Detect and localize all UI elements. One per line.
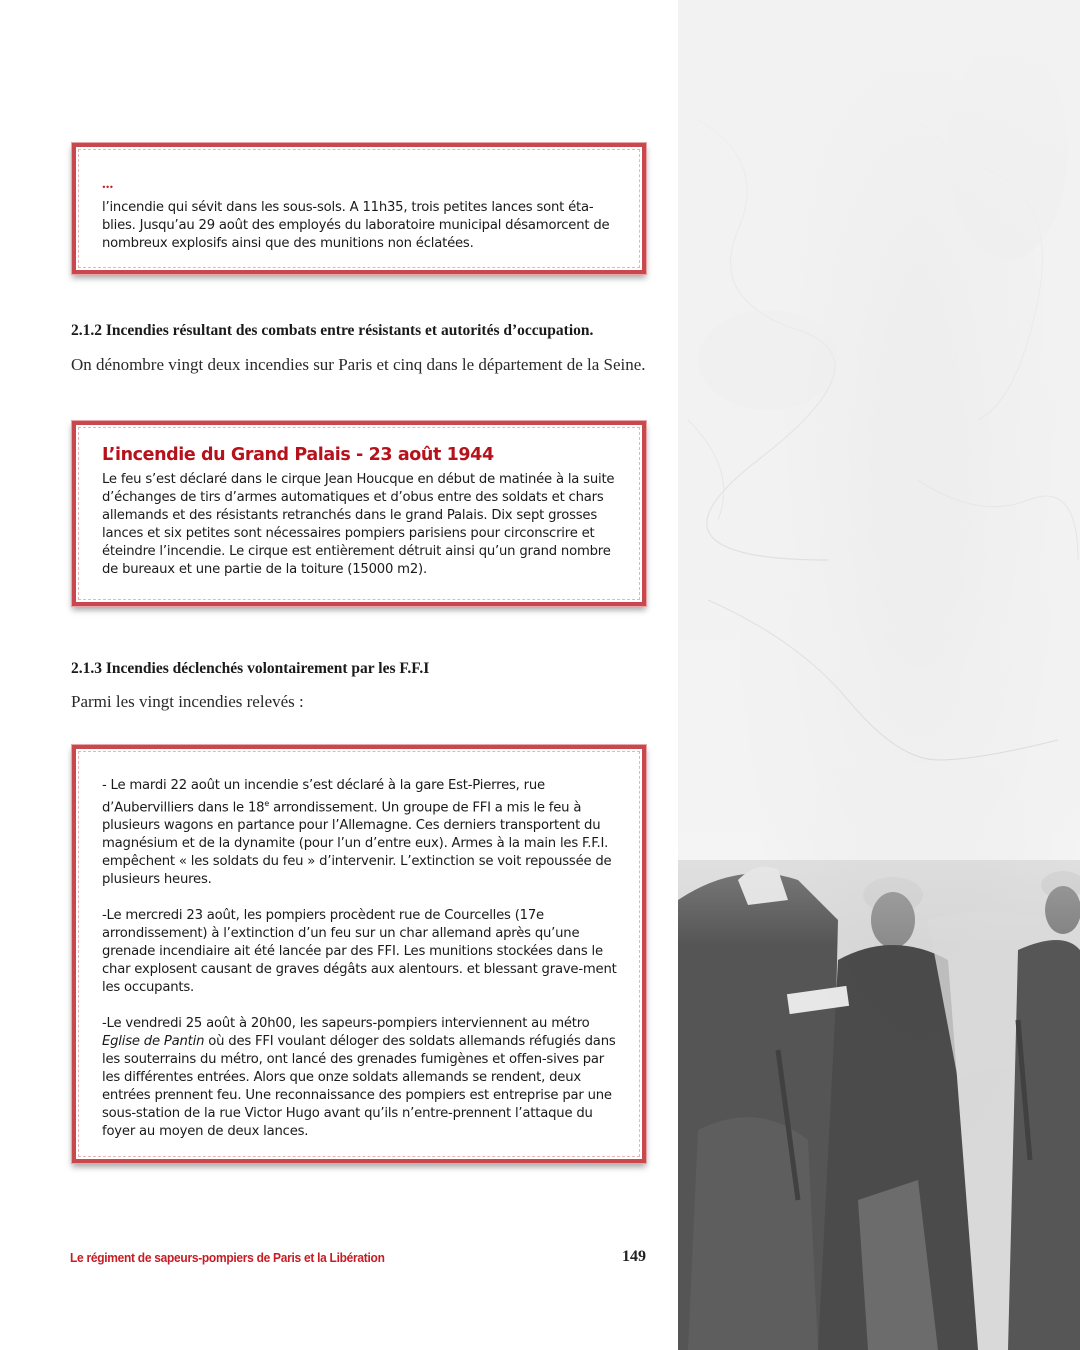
section-body-2-1-3: Parmi les vingt incendies relevés : <box>71 692 304 711</box>
box-text: Le feu s’est déclaré dans le cirque Jean Houcque en début de matinée à la suite d’échanges de tirs d’armes automatiques et d’obus entre des soldats et chars allemands et des résistants retranchés dans le grand Palais. Dix sept grosses lances et six petites sont nécessaires pompiers parisiens pour circonscrire et éteindre l’incendie. Le cirque est entièrement détruit ainsi qu’un grand nombre de bureaux et une partie de la toiture (15000 m2). <box>102 472 615 577</box>
photo-illustration <box>678 0 1080 1350</box>
footer-book-title: Le régiment de sapeurs-pompiers de Paris et la Libération <box>70 1250 385 1265</box>
incident-paragraph-2: -Le mercredi 23 août, les pompiers procèdent rue de Courcelles (17e arrondissement) à l’extinction d’un feu sur un char allemand après qu’une grenade incendiaire ait été lancée par des FFI. Les munitions stockées dans le char explosent causant de graves dégâts aux alentours. et blessant grave-ment les occupants. <box>102 908 617 996</box>
ffi-incidents-box <box>72 745 646 1163</box>
continuation-text: l’incendie qui sévit dans les sous-sols. A 11h35, trois petites lances sont éta-blies. Jusqu’au 29 août des employés du laboratoire municipal désamorcent de nombreux explosifs ainsi que des munitions non éclatées. <box>102 200 610 251</box>
grand-palais-box <box>72 421 646 606</box>
box-title: L’incendie du Grand Palais - 23 août 1944 <box>102 445 494 465</box>
page-number: 149 <box>622 1248 646 1265</box>
section-body-2-1-2: On dénombre vingt deux incendies sur Paris et cinq dans le département de la Seine. <box>71 355 646 374</box>
continuation-ellipsis: ... <box>102 176 114 192</box>
incident-paragraph-1: - Le mardi 22 août un incendie s’est déclaré à la gare Est-Pierres, rue d’Aubervilliers dans le 18e arrondissement. Un groupe de FFI a mis le feu à plusieurs wagons en partance pour l’Allemagne. Ces derniers transportent du magnésium et de la dynamite (pour l’un d’entre eux). Armes à la main les F.F.I. empêchent « les soldats du feu » d’intervenir. L’extinction se voit repoussée de plusieurs heures. <box>102 778 612 888</box>
incident-paragraph-3: -Le vendredi 25 août à 20h00, les sapeurs-pompiers interviennent au métro Eglise de Pantin où des FFI voulant déloger des soldats allemands réfugiés dans les souterrains du métro, ont lancé des grenades fumigènes et offen-sives par les différentes entrées. Alors que onze soldats allemands se rendent, deux entrées prennent feu. Une reconnaissance des pompiers est entreprise par une sous-station de la rue Victor Hugo avant qu’ils n’entre-prennent l’attaque du foyer au moyen de deux lances. <box>102 1016 616 1140</box>
section-heading-2-1-2: 2.1.2 Incendies résultant des combats entre résistants et autorités d’occupation. <box>71 322 594 339</box>
continuation-box <box>72 143 646 274</box>
section-heading-2-1-3: 2.1.3 Incendies déclenchés volontairement par les F.F.I <box>71 660 430 677</box>
background-photo <box>678 0 1080 1350</box>
